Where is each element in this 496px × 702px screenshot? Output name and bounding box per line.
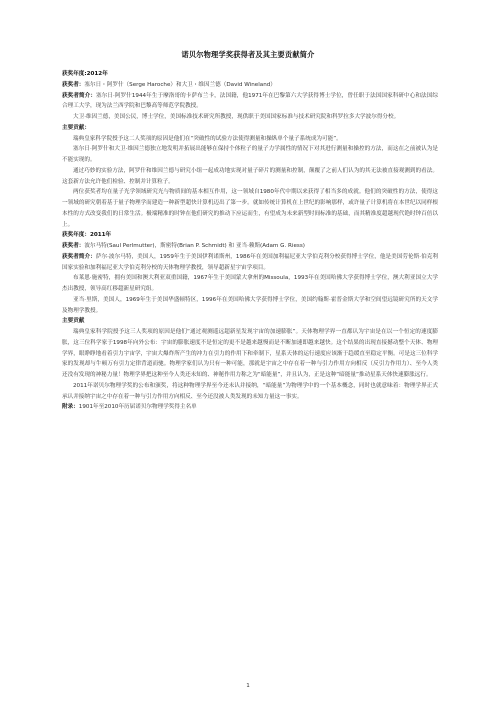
winners-value: 塞尔日・阿罗什（Serge Haroche）和大卫・维因兰德（David Wineland） [84, 81, 276, 88]
appendix-text: 1901年至2010年历届诺贝尔物理学奖得主名单 [78, 404, 197, 411]
intro-2011-paragraph [62, 252, 438, 274]
year-2012-line [62, 69, 438, 80]
year-value: 2011年 [89, 232, 112, 239]
year-label: 获奖年度： [62, 232, 90, 239]
contrib-2012-paragraph-3: 通过巧妙的实验方法，阿罗什和维因兰德与研究小组一起成功地实现对量子碎片的测量和控制，颠覆了之前人们认为的其无法被直接观测到的看法。这套新方法允许他们检验、控制并计算粒子。 [62, 167, 438, 185]
contrib-2012-paragraph-1: 瑞典皇家科学院授予这二人奖项的原因是他们在“突破性的试验方法使得测量和操纵单个量子系统成为可能”。 [73, 135, 342, 142]
contrib-2012-heading: 主要贡献： [62, 124, 90, 131]
winners-label: 获奖者： [62, 81, 85, 88]
intro-text: 萨尔·波尔马特，美国人，1959年生于美国伊利诺斯州，1986年在美国加利福尼亚大学伯克利分校获得博士学位，他是美国劳伦斯·伯克利国家实验和加利福尼亚大学伯克利分校的天体物理学教授，领导超新星宇宙学项目。 [62, 253, 438, 271]
year-label: 获奖年度: [62, 71, 87, 77]
intro-2011-paragraph-2: 布莱恩·施密特，拥有美国和澳大利亚双重国籍，1967年生于美国蒙大拿州的Missoula，1993年在美国哈佛大学获得博士学位，澳大利亚国立大学杰出教授，领导高红移超新星研究组。 [62, 275, 438, 292]
document-body [62, 69, 438, 413]
document-title: 诺贝尔物理学奖获得者及其主要贡献简介 [181, 50, 315, 59]
appendix-line [62, 402, 438, 413]
contrib-2012-paragraph-4: 两位获奖者均在量子光学领域研究光与物质间的基本相互作用，这一领域自1980年代中期以来获得了相当多的成就。他们的突破性的方法，使得这一领域的研究朝着基于量子物理学而建造一种新型超快计算机迈出了第一步。就如传统计算机在上世纪的影响那样，或许量子计算机将在本世纪以同样根本性的方式改变我们的日常生活。极端精准的时钟在他们研究的推动下应运而生，有望成为未来新型时间标准的基础，而其精准度超越现代铯时钟百倍以上。 [62, 189, 438, 228]
contrib-2011-heading: 主要贡献 [62, 318, 85, 325]
year-2011-line [62, 230, 438, 241]
intro-2012-paragraph-2: 大卫·维因兰德，美国公民，博士学位，美国标准技术研究所教授，现供职于美国国家标准与技术研究院和科罗拉多大学波尔得分校。 [73, 114, 400, 120]
winners-2011-line [62, 241, 438, 252]
intro-label: 获奖者简介： [62, 253, 96, 260]
intro-2012-paragraph [62, 91, 438, 113]
intro-label: 获奖者简介： [62, 92, 96, 99]
contrib-2011-paragraph-2: 2011年诺贝尔物理学奖的公布和颁奖，将这种物理学界至今还未认并接纳，“暗能量”为物理学中的一个基本概念，同时也就意味着：物理学界正式承认并接纳宇宙之中存在着一种与引力作用方向相反、至今还没被人类发现的未知力量这一事实。 [62, 382, 438, 400]
winners-value: 波尔马特(Saul Perlmutter)，斯密特(Brian P. Schmidt) 和 亚当·赖斯(Adam G. Riess) [84, 243, 305, 249]
page-number: 1 [246, 683, 250, 689]
contrib-2012-paragraph-2: 塞尔日·阿罗什和大卫·维因兰德独立地发明并拓展出能够在保持个体粒子的量子力学属性的情况下对其进行测量和操控的方法，而这在之前被认为是不能实现的。 [62, 146, 438, 163]
intro-text: 塞尔日·阿罗什1944年生于摩洛哥的卡萨布兰卡，法国籍，他1971年在巴黎第六大学获得博士学位，曾任职于法国国家科研中心和法国综合理工大学，现为法兰西学院和巴黎高等师范学院教授。 [62, 92, 438, 110]
appendix-label: 附录： [62, 404, 79, 411]
winners-label: 获奖者： [62, 243, 85, 249]
winners-2012-line [62, 80, 438, 91]
year-value: 2012年 [86, 71, 108, 77]
contrib-2011-paragraph-1: 瑞典皇家科学院授予这三人奖项的原因是他们“通过观测遥远超新星发现宇宙的加速膨胀”。天体物理学界一直都认为宇宙是在以一个恒定的速度膨胀，这三位科学家于1998年向外公布：宇宙的膨胀速度不是恒定的更不是越来越慢而是不断加速即越来越快。这个结果的出现直接撼动整个天体、物理学界，眼睁睁地看着引力宇宙学，宇宙大爆炸所产生的冲力在引力的作用下和牵制下，星系天体的运行速度应该渐于趋缓直至稳定平衡。可是这三位科学家的发现却与牛顿万有引力定律背道而驰。物理学家们认为只有一种可能，那就是宇宙之中存在着一种与引力作用方向相反（反引力作用力）、至今人类还没有发现的神秘力量！物理学界把这种至今人类还未知的、神秘作用力称之为“暗能量”，并且认为，正是这种“暗能量”推动星系天体快速膨胀远行。 [62, 329, 438, 378]
intro-2011-paragraph-3: 亚当·里斯，美国人，1969年生于美国华盛顿特区，1996年在美国哈佛大学获得博士学位，美国约翰斯·霍普金斯大学和空间望远镜研究所的天文学及物理学教授。 [62, 296, 438, 314]
